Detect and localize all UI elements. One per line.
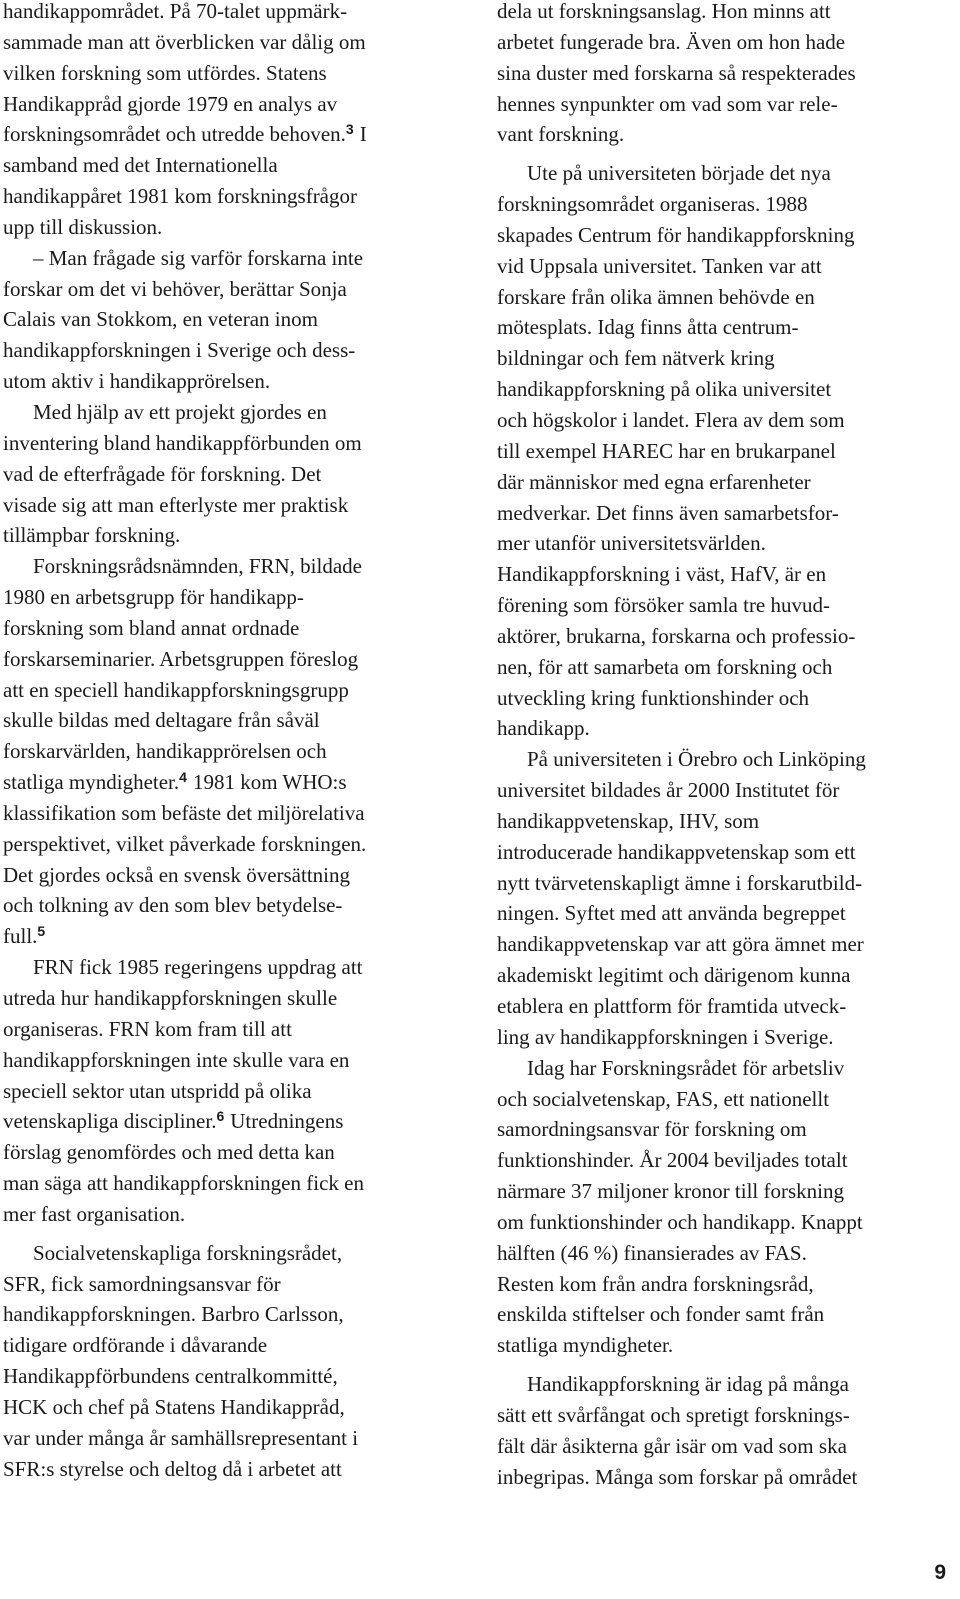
text-line	[3, 767, 448, 798]
paragraph-gap	[497, 1361, 952, 1369]
text-line: förening som försöker samla tre huvud-	[497, 593, 830, 618]
text-line: och socialvetenskap, FAS, ett nationellt	[497, 1086, 830, 1111]
text-line: introducerade handikappvetenskap som ett	[497, 839, 856, 864]
text-line	[3, 119, 448, 150]
paragraph-start: Forskningsrådsnämnden, FRN, bildade	[33, 554, 362, 579]
text-line: ling av handikappforskningen i Sverige.	[497, 1024, 834, 1049]
text-line: handikappforskningen i Sverige och dess-	[3, 338, 356, 363]
left-column	[3, 0, 448, 1485]
line-text: full.	[3, 924, 38, 949]
text-line: fält där åsikterna går isär om vad som ska	[497, 1433, 847, 1458]
text-line: och högskolor i landet. Flera av dem som	[497, 407, 845, 432]
text-line: klassifikation som befäste det miljörelativa	[3, 800, 365, 825]
text-line: aktörer, brukarna, forskarna och professio-	[497, 623, 856, 648]
text-line: inbegripas. Många som forskar på området	[497, 1464, 858, 1489]
footnote-ref-5: 5	[37, 923, 46, 940]
paragraph-start: FRN fick 1985 regeringens uppdrag att	[33, 955, 363, 980]
paragraph-start: – Man frågade sig varför forskarna inte	[33, 245, 364, 270]
text-line: tidigare ordförande i dåvarande	[3, 1333, 268, 1358]
text-line: Handikappförbundens centralkommitté,	[3, 1364, 338, 1389]
text-line: arbetet fungerade bra. Även om hon hade	[497, 29, 846, 54]
paragraph-gap	[3, 1230, 448, 1238]
text-line: sammade man att överblicken var dålig om	[3, 29, 366, 54]
page-number: 9	[934, 1561, 946, 1584]
text-line: 1980 en arbetsgrupp för handikapp-	[3, 585, 304, 610]
line-text: Utredningens	[230, 1109, 344, 1134]
footnote-ref-3: 3	[345, 121, 354, 138]
right-column	[497, 0, 952, 1493]
text-line: SFR:s styrelse och deltog då i arbetet att	[3, 1456, 342, 1481]
text-line: handikapp.	[497, 716, 590, 741]
line-text: 1981 kom WHO:s	[192, 770, 347, 795]
text-line: dela ut forskningsanslag. Hon minns att	[497, 0, 831, 23]
text-line: perspektivet, vilket påverkade forskningen.	[3, 831, 367, 856]
paragraph-start: Idag har Forskningsrådet för arbetsliv	[527, 1055, 845, 1080]
paragraph-start: Ute på universiteten började det nya	[527, 161, 831, 186]
text-line: handikappvetenskap var att göra ämnet mer	[497, 932, 864, 957]
text-line: handikappforskningen. Barbro Carlsson,	[3, 1302, 344, 1327]
text-line: inventering bland handikappförbunden om	[3, 430, 362, 455]
text-line: handikappområdet. På 70-talet uppmärk-	[3, 0, 348, 23]
text-line: forskarvärlden, handikapprörelsen och	[3, 739, 327, 764]
text-line: mer utanför universitetsvärlden.	[497, 531, 766, 556]
text-line: samordningsansvar för forskning om	[497, 1117, 807, 1142]
paragraph-start: Handikappforskning är idag på många	[527, 1372, 849, 1397]
text-line: forskare från olika ämnen behövde en	[497, 284, 815, 309]
text-line: SFR, fick samordningsansvar för	[3, 1271, 281, 1296]
text-line: vad de efterfrågade för forskning. Det	[3, 461, 322, 486]
text-line: utreda hur handikappforskningen skulle	[3, 986, 338, 1010]
text-line: Resten kom från andra forskningsråd,	[497, 1271, 814, 1296]
text-line: förslag genomfördes och med detta kan	[3, 1140, 335, 1165]
text-line: mer fast organisation.	[3, 1201, 186, 1226]
text-line: sätt ett svårfångat och spretigt forsknings-	[497, 1402, 850, 1427]
text-line: statliga myndigheter.	[497, 1333, 674, 1358]
footnote-ref-6: 6	[216, 1108, 225, 1125]
text-line: nen, för att samarbeta om forskning och	[497, 654, 833, 679]
text-line: upp till diskussion.	[3, 214, 163, 239]
text-line	[3, 921, 448, 952]
text-line: närmare 37 miljoner kronor till forskning	[497, 1179, 845, 1204]
text-line: Calais van Stokkom, en veteran inom	[3, 307, 318, 332]
text-line: utom aktiv i handikapprörelsen.	[3, 369, 271, 394]
text-line: forskarseminarier. Arbetsgruppen föreslog	[3, 646, 359, 671]
paragraph-start: På universiteten i Örebro och Linköping	[527, 747, 866, 772]
text-line: Handikappråd gjorde 1979 en analys av	[3, 91, 338, 116]
text-line: etablera en plattform för framtida utveck-	[497, 994, 847, 1018]
text-line: organiseras. FRN kom fram till att	[3, 1016, 292, 1041]
text-line: handikappforskningen inte skulle vara en	[3, 1047, 350, 1072]
text-line: forskning som bland annat ordnade	[3, 615, 300, 640]
text-line: nytt tvärvetenskapligt ämne i forskarutbild-	[497, 870, 863, 895]
paragraph-gap	[497, 150, 952, 158]
paragraph-start: Socialvetenskapliga forskningsrådet,	[33, 1240, 343, 1265]
text-line: hälften (46 %) finansierades av FAS.	[497, 1240, 807, 1265]
text-line: forskar om det vi behöver, berättar Sonja	[3, 276, 347, 301]
text-line: handikappforskning på olika universitet	[497, 377, 832, 402]
text-line: vilken forskning som utfördes. Statens	[3, 60, 327, 85]
text-line: vant forskning.	[497, 122, 625, 147]
text-line: enskilda stiftelser och fonder samt från	[497, 1302, 825, 1327]
text-line	[3, 1106, 448, 1137]
text-line: handikappvetenskap, IHV, som	[497, 808, 760, 833]
line-text: I	[359, 122, 367, 147]
line-text: statliga myndigheter.	[3, 770, 180, 795]
footnote-ref-4: 4	[179, 769, 187, 786]
text-line: funktionshinder. År 2004 beviljades totalt	[497, 1148, 848, 1173]
text-line: om funktionshinder och handikapp. Knappt	[497, 1209, 863, 1234]
text-line: visade sig att man efterlyste mer praktisk	[3, 492, 349, 517]
text-line: akademiskt legitimt och därigenom kunna	[497, 963, 851, 988]
text-line: forskningsområdet organiseras. 1988	[497, 192, 808, 217]
text-line: och tolkning av den som blev betydelse-	[3, 893, 343, 918]
text-line: Handikappforskning i väst, HafV, är en	[497, 562, 827, 587]
text-line: ningen. Syftet med att använda begreppet	[497, 901, 846, 926]
text-line: utveckling kring funktionshinder och	[497, 685, 810, 710]
text-line: skapades Centrum för handikappforskning	[497, 222, 855, 247]
text-line: att en speciell handikappforskningsgrupp	[3, 677, 349, 702]
text-line: hennes synpunkter om vad som var rele-	[497, 91, 838, 116]
text-line: bildningar och fem nätverk kring	[497, 346, 775, 371]
text-line: där människor med egna erfarenheter	[497, 469, 811, 494]
text-line: speciell sektor utan utspridd på olika	[3, 1078, 312, 1103]
text-line: tillämpbar forskning.	[3, 523, 181, 548]
line-text: vetenskapliga discipliner.	[3, 1109, 217, 1134]
text-line: handikappåret 1981 kom forskningsfrågor	[3, 184, 357, 209]
text-line: sina duster med forskarna så respekterades	[497, 60, 856, 85]
text-line: medverkar. Det finns även samarbetsfor-	[497, 500, 839, 525]
line-text: forskningsområdet och utredde behoven.	[3, 122, 346, 147]
text-line: skulle bildas med deltagare från såväl	[3, 708, 320, 733]
text-line: man säga att handikappforskningen fick en	[3, 1171, 364, 1196]
paragraph-start: Med hjälp av ett projekt gjordes en	[33, 399, 327, 424]
text-line: samband med det Internationella	[3, 153, 278, 178]
text-line: Det gjordes också en svensk översättning	[3, 862, 351, 887]
text-line: HCK och chef på Statens Handikappråd,	[3, 1394, 345, 1419]
text-line: vid Uppsala universitet. Tanken var att	[497, 253, 822, 278]
text-line: till exempel HAREC har en brukarpanel	[497, 438, 836, 463]
text-line: mötesplats. Idag finns åtta centrum-	[497, 315, 799, 340]
text-line: universitet bildades år 2000 Institutet för	[497, 778, 840, 803]
text-line: var under många år samhällsrepresentant i	[3, 1425, 359, 1450]
